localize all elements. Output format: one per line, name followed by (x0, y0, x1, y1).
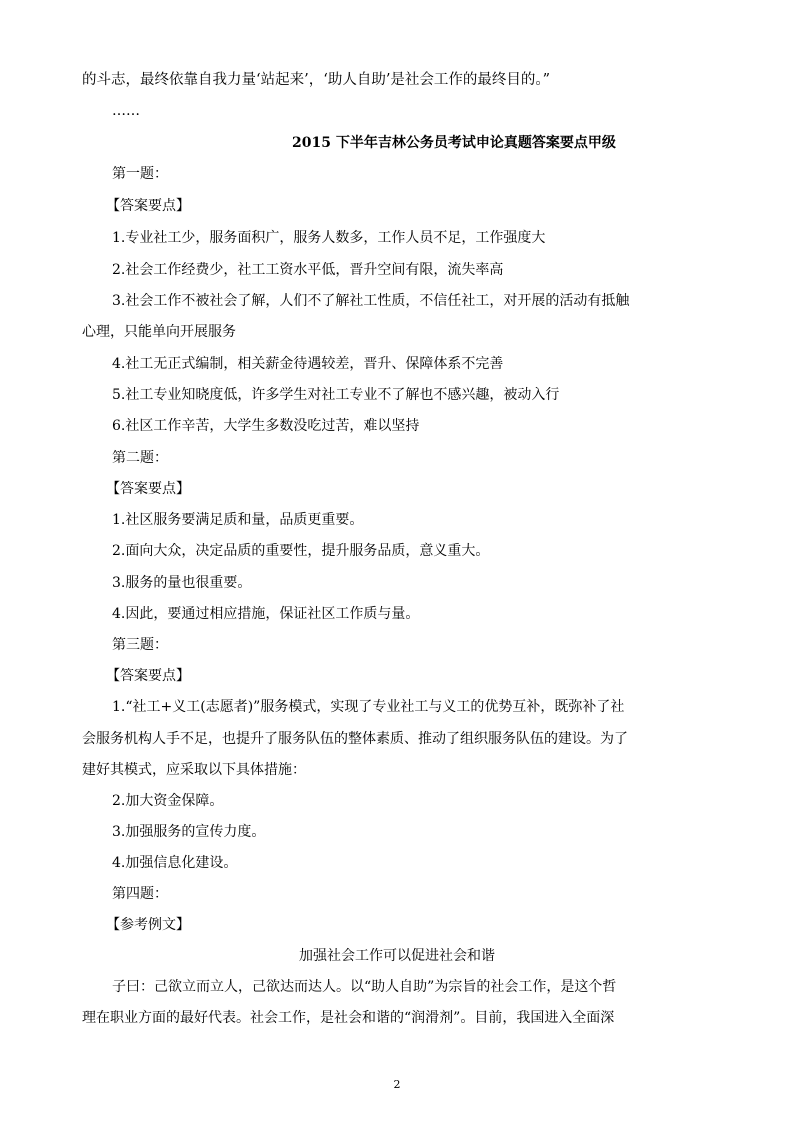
ellipsis-line: …… (112, 103, 140, 119)
text-line: 的斗志，最终依靠自我力量‘站起来’，‘助人自助’是社会工作的最终目的。” (82, 72, 551, 88)
answer-point: 6.社区工作辛苦，大学生多数没吃过苦，难以坚持 (112, 418, 420, 434)
section-title: 2015 下半年吉林公务员考试申论真题答案要点甲级 (292, 135, 616, 151)
answer-point: 3.社会工作不被社会了解，人们不了解社工性质，不信任社工，对开展的活动有抵触 (112, 293, 630, 309)
sample-essay-label: 【参考例文】 (106, 917, 190, 933)
answer-point: 2.社会工作经费少，社工工资水平低，晋升空间有限，流失率高 (112, 262, 504, 278)
question-heading: 第三题： (112, 637, 168, 653)
answer-point: 4.加强信息化建设。 (112, 855, 238, 871)
answer-point: 4.因此，要通过相应措施，保证社区工作质与量。 (112, 606, 420, 622)
answer-point: 1.“社工+义工(志愿者)”服务模式，实现了专业社工与义工的优势互补，既弥补了社 (112, 699, 625, 715)
question-heading: 第四题： (112, 886, 168, 902)
answer-point: 4.社工无正式编制，相关薪金待遇较差，晋升、保障体系不完善 (112, 356, 504, 372)
answer-label: 【答案要点】 (106, 668, 190, 684)
answer-point: 2.面向大众，决定品质的重要性，提升服务品质，意义重大。 (112, 543, 490, 559)
essay-paragraph: 子曰：己欲立而立人，己欲达而达人。以“助人自助”为宗旨的社会工作，是这个哲 (112, 979, 617, 995)
essay-paragraph-continued: 理在职业方面的最好代表。社会工作，是社会和谐的“润滑剂”。目前，我国进入全面深 (82, 1010, 615, 1026)
answer-point: 2.加大资金保障。 (112, 793, 224, 809)
answer-point-continued: 心理，只能单向开展服务 (82, 324, 236, 340)
answer-point: 3.加强服务的宣传力度。 (112, 824, 266, 840)
answer-point: 5.社工专业知晓度低，许多学生对社工专业不了解也不感兴趣，被动入行 (112, 387, 560, 403)
answer-point: 1.社区服务要满足质和量，品质更重要。 (112, 512, 364, 528)
answer-label: 【答案要点】 (106, 198, 190, 214)
answer-point: 3.服务的量也很重要。 (112, 575, 252, 591)
answer-point-continued: 会服务机构人手不足，也提升了服务队伍的整体素质、推动了组织服务队伍的建设。为了 (82, 731, 628, 747)
answer-point-continued: 建好其模式，应采取以下具体措施： (82, 762, 306, 778)
question-heading: 第一题： (112, 166, 168, 182)
essay-title: 加强社会工作可以促进社会和谐 (299, 948, 495, 964)
answer-point: 1.专业社工少，服务面积广，服务人数多，工作人员不足，工作强度大 (112, 230, 546, 246)
question-heading: 第二题： (112, 450, 168, 466)
page-number: 2 (393, 1078, 401, 1091)
answer-label: 【答案要点】 (106, 481, 190, 497)
